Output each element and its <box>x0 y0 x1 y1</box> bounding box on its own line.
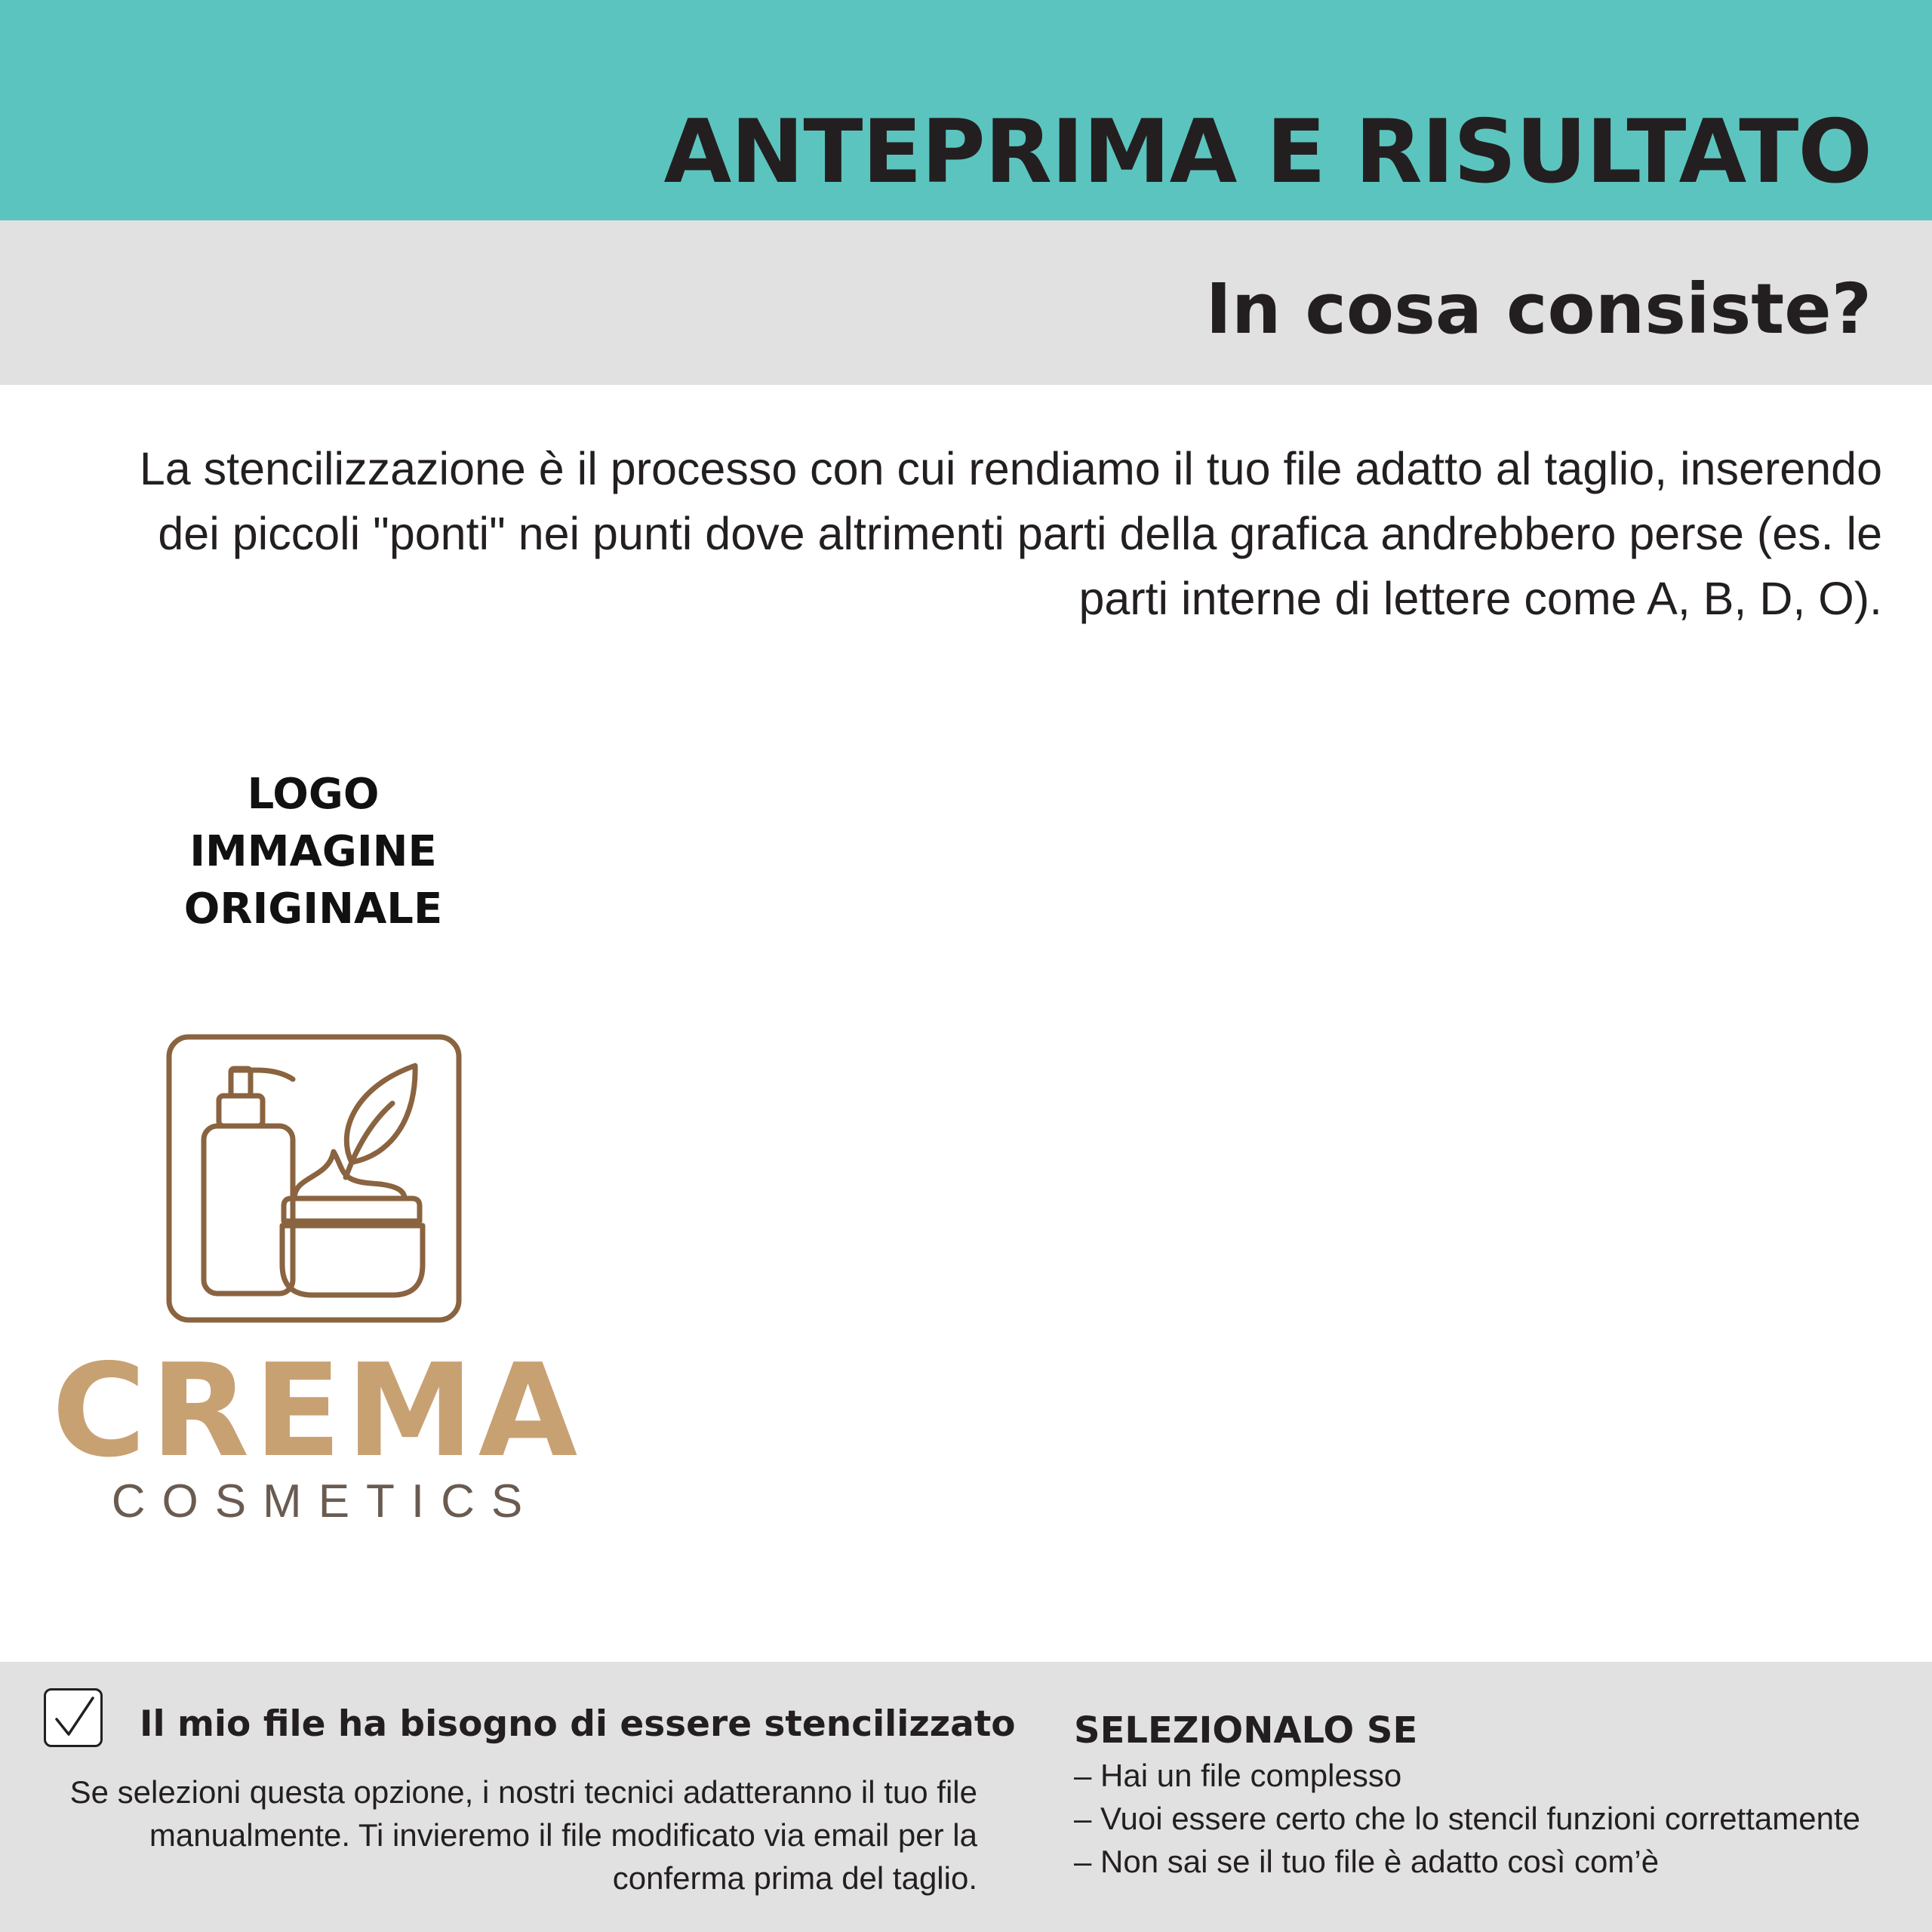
select-if-list <box>1074 1754 1860 1883</box>
brand-subtitle: COSMETICS <box>111 1475 540 1527</box>
description-text: La stencilizzazione è il processo con cui rendiamo il tuo file adatto al taglio, inserendo dei piccoli "ponti" nei punti dove altrimenti parti della grafica andrebbero perse (es. le parti interne di lettere come A, B, D, O). <box>139 443 1882 624</box>
list-item: – Hai un file complesso <box>1074 1758 1402 1793</box>
logo-caption-line: LOGO <box>247 770 380 819</box>
logo-caption <box>162 766 464 938</box>
select-if-title: SELEZIONALO SE <box>1074 1709 1418 1752</box>
stencil-option-description: Se selezioni questa opzione, i nostri tecnici adatteranno il tuo file manualmente. Ti invieremo il file modificato via email per la conferma prima del taglio. <box>69 1774 977 1896</box>
cosmetics-bottle-jar-leaf-icon <box>166 1034 468 1336</box>
brand-name: CREMA <box>51 1337 583 1486</box>
page-title: ANTEPRIMA E RISULTATO <box>663 101 1872 203</box>
checkmark-icon <box>51 1695 97 1742</box>
logo-caption-line: IMMAGINE <box>189 827 437 876</box>
list-item: – Non sai se il tuo file è adatto così com’è <box>1074 1844 1660 1879</box>
section-title: In cosa consiste? <box>1205 269 1872 349</box>
original-logo <box>45 1034 589 1532</box>
list-item: – Vuoi essere certo che lo stencil funzioni correttamente <box>1074 1801 1860 1836</box>
logo-caption-line: ORIGINALE <box>183 884 443 934</box>
stencil-option-label[interactable]: Il mio file ha bisogno di essere stencilizzato <box>140 1703 1016 1745</box>
stencil-checkbox[interactable] <box>44 1688 103 1747</box>
